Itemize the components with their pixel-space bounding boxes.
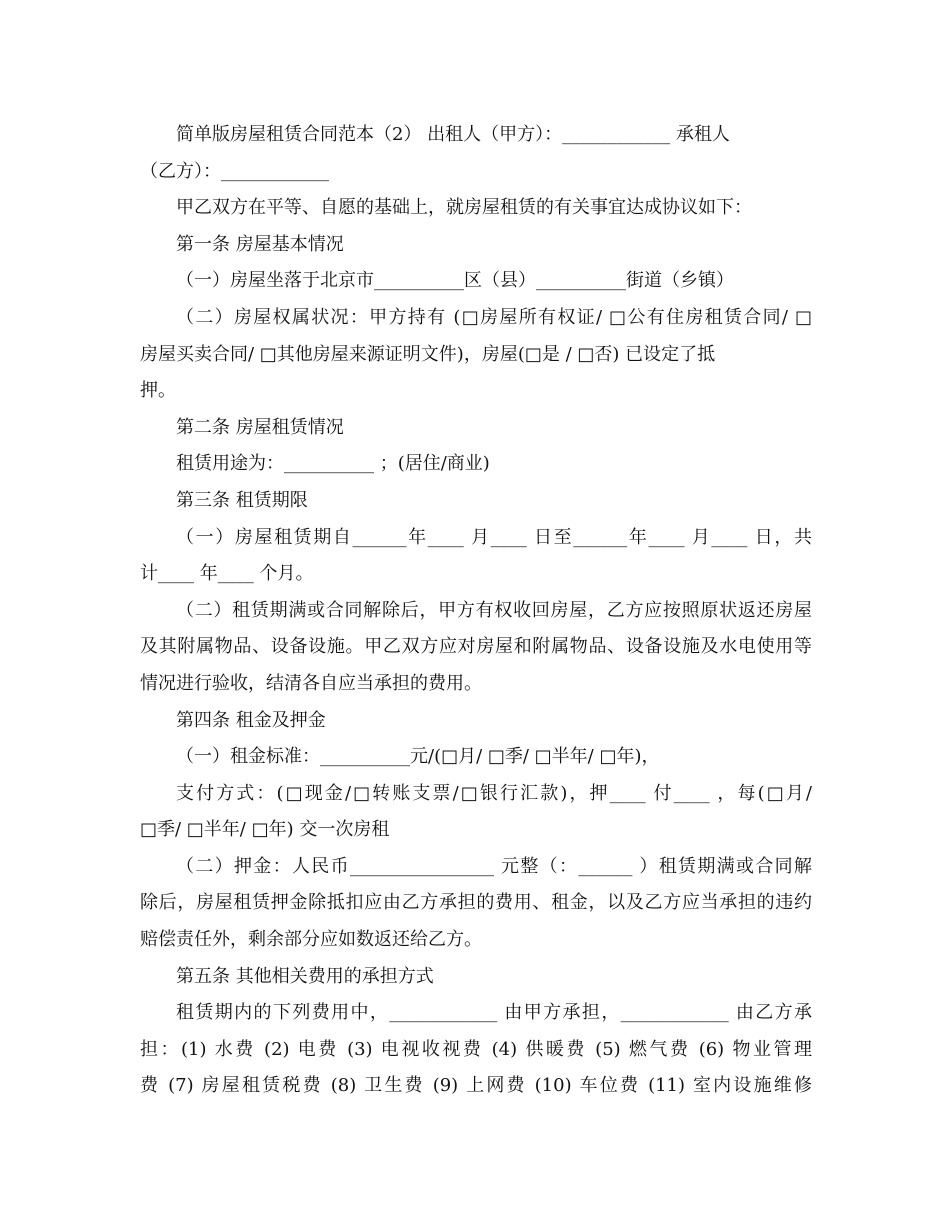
text-line: □季/ □半年/ □年) 交一次房租 [140,819,390,841]
text-line: 第二条 房屋租赁情况 [176,416,344,438]
text-line: 第五条 其他相关费用的承担方式 [176,965,434,987]
text-line: 赔偿责任外，剩余部分应如数返还给乙方。 [140,929,482,951]
text-line: 甲乙双方在平等、自愿的基础上，就房屋租赁的有关事宜达成协议如下： [176,197,752,219]
text-line: （二）房屋权属状况：甲方持有 (□房屋所有权证/ □公有住房租赁合同/ □ [176,306,812,328]
text-line: 支付方式：(□现金/□转账支票/□银行汇款)，押____ 付____ ，每(□月/ [176,782,812,804]
text-line: （一）房屋坐落于北京市__________区（县）__________街道（乡镇） [176,270,734,292]
text-line: 第一条 房屋基本情况 [176,233,344,255]
text-line: 租赁期内的下列费用中，____________ 由甲方承担，____________ 由乙方承 [176,1002,812,1024]
text-line: 除后，房屋租赁押金除抵扣应由乙方承担的费用、租金，以及乙方应当承担的违约 [140,892,812,914]
text-line: 费 (7) 房屋租赁税费 (8) 卫生费 (9) 上网费 (10) 车位费 (11) 室内设施维修 [140,1075,812,1097]
text-line: 情况进行验收，结清各自应当承担的费用。 [140,672,482,694]
text-line: （二）租赁期满或合同解除后，甲方有权收回房屋，乙方应按照原状返还房屋 [176,599,812,621]
text-line: 及其附属物品、设备设施。甲乙双方应对房屋和附属物品、设备设施及水电使用等 [140,636,812,658]
text-line: 计____ 年____ 个月。 [140,563,314,585]
text-line: 租赁用途为：__________ ；(居住/商业) [176,453,490,475]
text-line: 第四条 租金及押金 [176,709,326,731]
text-line: 房屋买卖合同/ □其他房屋来源证明文件)，房屋(□是 / □否) 已设定了抵 [140,343,716,365]
text-line: 担：(1) 水费 (2) 电费 (3) 电视收视费 (4) 供暖费 (5) 燃气费 (6) 物业管理 [140,1038,812,1060]
text-line: （一）租金标准：__________元/(□月/ □季/ □半年/ □年)， [176,746,660,768]
text-line: 押。 [140,380,176,402]
text-line: 第三条 租赁期限 [176,489,308,511]
contract-body [140,117,812,1105]
text-line: 简单版房屋租赁合同范本（2） 出租人（甲方）：____________ 承租人 [176,124,730,145]
text-line: （乙方）：____________ [140,160,329,182]
text-line: （一）房屋租赁期自______年____ 月____ 日至______年____ 月____ 日，共 [176,526,812,548]
text-line: （二）押金：人民币________________ 元整（：______ ）租赁期满或合同解 [176,855,812,877]
